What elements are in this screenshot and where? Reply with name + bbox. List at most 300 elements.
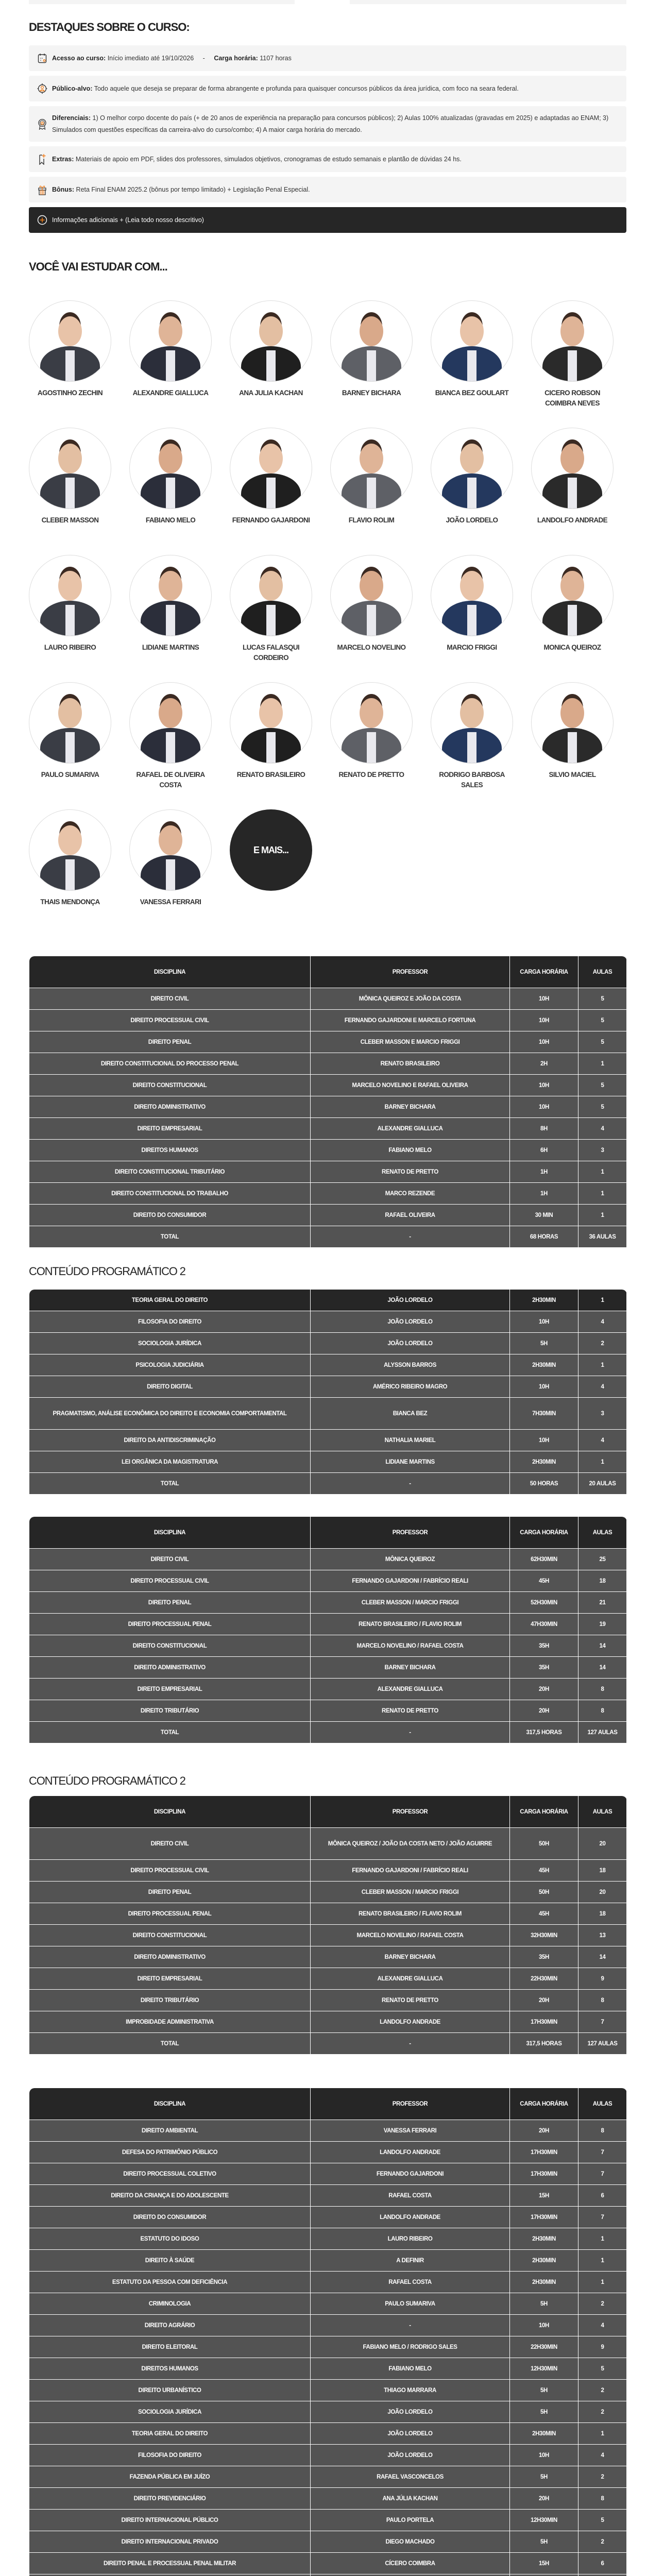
- avatar-head: [360, 316, 383, 346]
- teacher-photo: [431, 682, 513, 764]
- avatar-head: [58, 316, 82, 346]
- teacher-card[interactable]: [431, 428, 513, 526]
- teacher-photo: [431, 555, 513, 636]
- table-cell: DIREITO CIVIL: [29, 1549, 311, 1570]
- teacher-photo: [29, 682, 111, 764]
- teacher-card[interactable]: [230, 300, 312, 398]
- table-cell: 9: [578, 1968, 627, 1990]
- table-row: [29, 1614, 627, 1635]
- teacher-card[interactable]: [531, 300, 614, 409]
- previous-card-right: [350, 0, 626, 4]
- teacher-card[interactable]: [531, 428, 614, 526]
- table-cell: DIREITO TRIBUTÁRIO: [29, 1990, 311, 2011]
- table-row: [29, 1903, 627, 1925]
- audience-text: [52, 83, 519, 95]
- table-cell: 8: [578, 1700, 627, 1722]
- differentials-value: 1) O melhor corpo docente do país (+ de 20 anos de experiência na preparação para concursos públicos); 2) Aulas 100% atualizadas (gravadas em 2025) e adaptadas ao ENAM; 3) Simulados com questões específicas da carreira-alvo do curso/combo; 4) A maior carga horária do mercado.: [52, 114, 609, 133]
- table-row: [29, 2574, 627, 2576]
- table-row: [29, 2120, 627, 2142]
- avatar-head: [360, 444, 383, 473]
- table-row: [29, 1140, 627, 1161]
- teacher-photo: [330, 428, 413, 509]
- table-cell: 20H: [510, 1700, 578, 1722]
- table-header-row: [29, 1290, 627, 1311]
- table-cell: ALEXANDRE GIALLUCA: [311, 1679, 510, 1700]
- table-total-row: [29, 1473, 627, 1495]
- more-teachers-button[interactable]: [230, 809, 312, 891]
- table-cell: 5: [578, 2510, 627, 2531]
- teacher-card[interactable]: [230, 428, 312, 526]
- table-row: [29, 1570, 627, 1592]
- teacher-card[interactable]: [129, 428, 212, 526]
- award-icon: [37, 118, 47, 130]
- table-row: [29, 1451, 627, 1473]
- table-row: [29, 1010, 627, 1031]
- table-cell: FABIANO MELO: [311, 2358, 510, 2380]
- table-cell: TOTAL: [29, 1226, 311, 1248]
- table-cell: PAULO SUMARIVA: [311, 2293, 510, 2315]
- teacher-photo: [431, 300, 513, 382]
- table-cell: TOTAL: [29, 2033, 311, 2055]
- teacher-name: CICERO ROBSON COIMBRA NEVES: [544, 389, 600, 407]
- table-row: [29, 2531, 627, 2553]
- teacher-card[interactable]: [29, 300, 111, 398]
- teacher-card[interactable]: [29, 555, 111, 653]
- table-cell: 317,5 HORAS: [510, 2033, 578, 2055]
- teacher-photo: [230, 555, 312, 636]
- table-cell: 15H: [510, 2553, 578, 2574]
- avatar-shirt: [568, 478, 577, 509]
- table-cell: RAFAEL COSTA: [311, 2272, 510, 2293]
- table-cell: 3: [578, 1398, 627, 1430]
- highlight-extras: [29, 146, 626, 172]
- table-cell: SOCIOLOGIA JURÍDICA: [29, 2401, 311, 2423]
- teacher-name: FLAVIO ROLIM: [348, 516, 395, 524]
- table-cell: 10H: [510, 1311, 578, 1333]
- hours-value: 1107 horas: [260, 54, 292, 62]
- table-cell: SOCIOLOGIA JURÍDICA: [29, 1333, 311, 1354]
- calendar-icon: [37, 52, 47, 64]
- access-separator: -: [202, 54, 205, 62]
- teacher-name: RODRIGO BARBOSA SALES: [439, 771, 505, 789]
- teacher-name: BIANCA BEZ GOULART: [435, 389, 509, 397]
- table-row: [29, 1075, 627, 1096]
- teacher-card[interactable]: [129, 300, 212, 398]
- table-cell: 127 AULAS: [578, 2033, 627, 2055]
- avatar-head: [259, 316, 283, 346]
- table-row: [29, 2185, 627, 2207]
- column-header: CARGA HORÁRIA: [510, 2088, 578, 2120]
- table-cell: 20: [578, 1882, 627, 1903]
- table-total-row: [29, 1722, 627, 1743]
- teacher-photo: [129, 809, 212, 891]
- teacher-card[interactable]: [330, 555, 413, 653]
- avatar-shirt: [65, 605, 75, 636]
- table-cell: RAFAEL COSTA: [311, 2185, 510, 2207]
- teacher-card[interactable]: [531, 682, 614, 780]
- teacher-name: FERNANDO GAJARDONI: [232, 516, 310, 524]
- table-cell: 7: [578, 2163, 627, 2185]
- avatar-shirt: [166, 605, 175, 636]
- table-cell: RENATO BRASILEIRO / FLAVIO ROLIM: [311, 1614, 510, 1635]
- avatar-head: [259, 444, 283, 473]
- teacher-photo: [29, 300, 111, 382]
- table-cell: 1: [578, 1161, 627, 1183]
- table-cell: DIREITO DIGITAL: [29, 1376, 311, 1398]
- teacher-photo: [129, 682, 212, 764]
- table-cell: 2: [578, 2466, 627, 2488]
- teacher-card[interactable]: [129, 555, 212, 653]
- teacher-name: VANESSA FERRARI: [140, 898, 201, 906]
- teacher-photo: [129, 300, 212, 382]
- bonus-value: Reta Final ENAM 2025.2 (bônus por tempo limitado) + Legislação Penal Especial.: [76, 185, 310, 193]
- audience-value: Todo aquele que deseja se preparar de forma abrangente e profunda para quaisquer concursos públicos da área jurídica, com foco na seara federal.: [94, 84, 519, 92]
- table-row: [29, 2553, 627, 2574]
- differentials-text: [52, 112, 618, 136]
- table-cell: LEI ORGÂNICA DA MAGISTRATURA: [29, 1451, 311, 1473]
- table-cell: 1H: [510, 1161, 578, 1183]
- table-cell: 2: [578, 2401, 627, 2423]
- teacher-photo: [129, 555, 212, 636]
- table-cell: DIREITO DO CONSUMIDOR: [29, 2207, 311, 2228]
- table-cell: 1: [578, 1354, 627, 1376]
- column-header: PROFESSOR: [311, 1517, 510, 1549]
- teacher-card[interactable]: [129, 809, 212, 907]
- differentials-label: Diferenciais:: [52, 114, 91, 122]
- table-cell: 5H: [510, 2466, 578, 2488]
- teacher-card[interactable]: [431, 555, 513, 653]
- table-cell: JOÃO LORDELO: [311, 1311, 510, 1333]
- table-cell: ESTATUTO DA PESSOA COM DEFICIÊNCIA: [29, 2272, 311, 2293]
- table-cell: PRAGMATISMO, ANÁLISE ECONÔMICA DO DIREITO E ECONOMIA COMPORTAMENTAL: [29, 1398, 311, 1430]
- teachers-grid: [29, 300, 626, 934]
- column-header: DISCIPLINA: [29, 1796, 311, 1828]
- table-cell: 1: [578, 1205, 627, 1226]
- teacher-name: JOÃO LORDELO: [446, 516, 498, 524]
- table-cell: DIREITO PROCESSUAL PENAL: [29, 1903, 311, 1925]
- teacher-photo: [29, 555, 111, 636]
- table-cell: 20 AULAS: [578, 1473, 627, 1495]
- table-cell: 4: [578, 1118, 627, 1140]
- course-table-1: [29, 956, 627, 1248]
- table-header-row: [29, 1517, 627, 1549]
- teacher-name: PAULO SUMARIVA: [41, 771, 99, 778]
- table-cell: 2H30MIN: [510, 2272, 578, 2293]
- table-cell: 8: [578, 2488, 627, 2510]
- table-cell: FAZENDA PÚBLICA EM JUÍZO: [29, 2466, 311, 2488]
- table-cell: 8: [578, 2120, 627, 2142]
- table-row: [29, 1118, 627, 1140]
- column-header: DISCIPLINA: [29, 1517, 311, 1549]
- avatar-head: [560, 316, 584, 346]
- table-cell: MÔNICA QUEIROZ E JOÃO DA COSTA: [311, 988, 510, 1010]
- teacher-card[interactable]: [29, 809, 111, 907]
- avatar-head: [560, 444, 584, 473]
- table-cell: 5: [578, 1010, 627, 1031]
- table-cell: 19: [578, 1614, 627, 1635]
- table-cell: DIREITO INTERNACIONAL PRIVADO: [29, 2531, 311, 2553]
- table-cell: 127 AULAS: [578, 1722, 627, 1743]
- table-cell: DIREITO ADMINISTRATIVO: [29, 1946, 311, 1968]
- table-cell: 20H: [510, 2120, 578, 2142]
- avatar-shirt: [166, 350, 175, 381]
- table-cell: 1: [578, 1451, 627, 1473]
- more-teachers-label: E MAIS...: [253, 844, 288, 855]
- table-cell: DIEGO MACHADO: [311, 2531, 510, 2553]
- table-cell: ESTATUTO DO IDOSO: [29, 2228, 311, 2250]
- table-cell: DIREITO INTERNACIONAL PÚBLICO: [29, 2510, 311, 2531]
- table-cell: 1: [578, 2423, 627, 2445]
- table-row: [29, 1635, 627, 1657]
- teacher-card[interactable]: [230, 682, 312, 780]
- table-cell: DIREITO ADMINISTRATIVO: [29, 1096, 311, 1118]
- table-cell: TOTAL: [29, 1722, 311, 1743]
- avatar-head: [159, 444, 182, 473]
- avatar-shirt: [166, 478, 175, 509]
- table-cell: MARCO REZENDE: [311, 1183, 510, 1205]
- teacher-photo: [29, 428, 111, 509]
- avatar-shirt: [166, 732, 175, 763]
- table-cell: 1: [578, 2250, 627, 2272]
- course-table-3: [29, 1516, 627, 1743]
- table-cell: DIREITO À SAÚDE: [29, 2250, 311, 2272]
- table-cell: [578, 2574, 627, 2576]
- table-row: [29, 2466, 627, 2488]
- column-header: CARGA HORÁRIA: [510, 956, 578, 988]
- table-cell: DIREITO URBANÍSTICO: [29, 2380, 311, 2401]
- table-cell: DIREITO AMBIENTAL: [29, 2120, 311, 2142]
- table-cell: DIREITO EMPRESARIAL: [29, 1968, 311, 1990]
- course-table-2: [29, 1289, 627, 1495]
- teacher-name: ANA JULIA KACHAN: [239, 389, 303, 397]
- avatar-head: [159, 825, 182, 855]
- bonus-text: [52, 184, 310, 196]
- table-cell: 7: [578, 2011, 627, 2033]
- table-cell: MÔNICA QUEIROZ / JOÃO DA COSTA NETO / JOÃO AGUIRRE: [311, 1828, 510, 1860]
- column-header: AULAS: [578, 2088, 627, 2120]
- table-cell: 2H30MIN: [510, 2228, 578, 2250]
- table-row: [29, 1430, 627, 1451]
- table-cell: DIREITO AGRÁRIO: [29, 2315, 311, 2336]
- table-cell: 32H30MIN: [510, 1925, 578, 1946]
- extras-text: [52, 154, 462, 165]
- avatar-head: [58, 698, 82, 728]
- table-cell: AMÉRICO RIBEIRO MAGRO: [311, 1376, 510, 1398]
- table-cell: CRIMINOLOGIA: [29, 2293, 311, 2315]
- table-cell: 10H: [510, 1031, 578, 1053]
- table-cell: DIREITO PENAL: [29, 1592, 311, 1614]
- table-cell: 14: [578, 1657, 627, 1679]
- table-row: [29, 2163, 627, 2185]
- table-row: [29, 1031, 627, 1053]
- teacher-card[interactable]: [330, 428, 413, 526]
- table-cell: 15H: [510, 2185, 578, 2207]
- teacher-card[interactable]: [431, 682, 513, 790]
- table-cell: 20H: [510, 2488, 578, 2510]
- teacher-name: FABIANO MELO: [145, 516, 196, 524]
- table-cell: 35H: [510, 1946, 578, 1968]
- table-row: [29, 1592, 627, 1614]
- table-cell: DIREITO ADMINISTRATIVO: [29, 1657, 311, 1679]
- teacher-photo: [230, 682, 312, 764]
- table-cell: 4: [578, 1430, 627, 1451]
- column-header: DISCIPLINA: [29, 956, 311, 988]
- table-cell: 10H: [510, 2445, 578, 2466]
- table-cell: DIREITO PROCESSUAL CIVIL: [29, 1570, 311, 1592]
- table-cell: 5H: [510, 1333, 578, 1354]
- teacher-name: LIDIANE MARTINS: [142, 643, 199, 651]
- table-row: [29, 1657, 627, 1679]
- table-cell: DIREITO CONSTITUCIONAL TRIBUTÁRIO: [29, 1161, 311, 1183]
- hours-label: Carga horária:: [214, 54, 258, 62]
- avatar-head: [159, 316, 182, 346]
- avatar-head: [259, 571, 283, 601]
- table-cell: 1: [578, 1183, 627, 1205]
- bonus-label: Bônus:: [52, 185, 75, 193]
- teacher-card[interactable]: [330, 300, 413, 398]
- table-cell: JOÃO LORDELO: [311, 2423, 510, 2445]
- table-cell: IMPROBIDADE ADMINISTRATIVA: [29, 2011, 311, 2033]
- table-cell: JOÃO LORDELO: [311, 2401, 510, 2423]
- teacher-photo: [129, 428, 212, 509]
- teacher-name: AGOSTINHO ZECHIN: [37, 389, 103, 397]
- avatar-shirt: [568, 605, 577, 636]
- table-cell: 5: [578, 1075, 627, 1096]
- table-cell: NATHALIA MARIEL: [311, 1430, 510, 1451]
- table-cell: 50H: [510, 1882, 578, 1903]
- avatar-shirt: [65, 859, 75, 890]
- table-cell: 17H30MIN: [510, 2207, 578, 2228]
- table-cell: DIREITO PENAL E PROCESSUAL PENAL MILITAR: [29, 2553, 311, 2574]
- avatar-head: [460, 571, 484, 601]
- table-cell: MARCELO NOVELINO E RAFAEL OLIVEIRA: [311, 1075, 510, 1096]
- table-cell: A DEFINIR: [311, 2250, 510, 2272]
- plus-circle-icon: [37, 214, 47, 226]
- table-cell: 1: [578, 2228, 627, 2250]
- table-row: [29, 1354, 627, 1376]
- table-cell: 45H: [510, 1570, 578, 1592]
- table-cell: 6: [578, 2185, 627, 2207]
- table-cell: 30 MIN: [510, 1205, 578, 1226]
- avatar-head: [460, 698, 484, 728]
- table-row: [29, 2272, 627, 2293]
- table-cell: DIREITO CIVIL: [29, 988, 311, 1010]
- avatar-head: [460, 316, 484, 346]
- course-table-5: [29, 2088, 627, 2576]
- avatar-shirt: [568, 732, 577, 763]
- teacher-card[interactable]: [230, 555, 312, 663]
- table-cell: 4: [578, 1376, 627, 1398]
- table-row: [29, 2423, 627, 2445]
- avatar-head: [159, 698, 182, 728]
- table-cell: -: [311, 1226, 510, 1248]
- teachers-title: VOCÊ VAI ESTUDAR COM...: [29, 260, 167, 273]
- table-row: [29, 1161, 627, 1183]
- teacher-card[interactable]: [29, 682, 111, 780]
- table-cell: 1H: [510, 1183, 578, 1205]
- table-cell: -: [311, 1722, 510, 1743]
- more-info-label: Informações adicionais + (Leia todo nosso descritivo): [52, 216, 204, 224]
- table-cell: 8: [578, 1679, 627, 1700]
- table-row: [29, 2315, 627, 2336]
- table-row: [29, 1205, 627, 1226]
- avatar-head: [58, 825, 82, 855]
- table-cell: DIREITO PROCESSUAL COLETIVO: [29, 2163, 311, 2185]
- table-cell: MÔNICA QUEIROZ: [311, 1549, 510, 1570]
- teacher-photo: [330, 300, 413, 382]
- table-cell: 2H30MIN: [510, 2250, 578, 2272]
- teacher-card[interactable]: [129, 682, 212, 790]
- table-row: [29, 1925, 627, 1946]
- table-cell: 5H: [510, 2401, 578, 2423]
- course-table-4: [29, 1795, 627, 2055]
- avatar-shirt: [266, 605, 276, 636]
- table-cell: DIREITO CONSTITUCIONAL: [29, 1635, 311, 1657]
- extras-label: Extras:: [52, 155, 74, 163]
- table-row: [29, 1549, 627, 1570]
- table-cell: 50H: [510, 1828, 578, 1860]
- teacher-name: LANDOLFO ANDRADE: [537, 516, 608, 524]
- table-total-row: [29, 2033, 627, 2055]
- table-cell: DIREITO PENAL: [29, 1882, 311, 1903]
- table-cell: 317,5 HORAS: [510, 1722, 578, 1743]
- table-cell: -: [311, 2315, 510, 2336]
- table-cell: FERNANDO GAJARDONI: [311, 2163, 510, 2185]
- table-cell: FABIANO MELO / RODRIGO SALES: [311, 2336, 510, 2358]
- avatar-shirt: [266, 732, 276, 763]
- avatar-shirt: [467, 605, 476, 636]
- teacher-photo: [230, 300, 312, 382]
- table-cell: 62H30MIN: [510, 1549, 578, 1570]
- table-cell: 5: [578, 1096, 627, 1118]
- table-row: [29, 2011, 627, 2033]
- table-cell: FILOSOFIA DO DIREITO: [29, 2445, 311, 2466]
- table-total-row: [29, 1226, 627, 1248]
- table-cell: DIREITO DO CONSUMIDOR: [29, 1205, 311, 1226]
- column-header: CARGA HORÁRIA: [510, 1517, 578, 1549]
- table-cell: ALEXANDRE GIALLUCA: [311, 1968, 510, 1990]
- table-row: [29, 1053, 627, 1075]
- table-row: [29, 2336, 627, 2358]
- table-cell: TEORIA GERAL DO DIREITO: [29, 2423, 311, 2445]
- table-cell: 2: [578, 1333, 627, 1354]
- teacher-photo: [531, 555, 614, 636]
- table-cell: 6H: [510, 1140, 578, 1161]
- more-info-button[interactable]: [29, 207, 626, 233]
- table-cell: 17H30MIN: [510, 2011, 578, 2033]
- table-cell: THIAGO MARRARA: [311, 2380, 510, 2401]
- teacher-photo: [431, 428, 513, 509]
- teacher-name: CLEBER MASSON: [41, 516, 99, 524]
- table-cell: 25: [578, 1549, 627, 1570]
- table-row: [29, 1828, 627, 1860]
- table-row: [29, 2401, 627, 2423]
- teacher-card[interactable]: [531, 555, 614, 653]
- table-cell: TEORIA GERAL DO DIREITO: [29, 1290, 311, 1311]
- table-row: [29, 1398, 627, 1430]
- table-cell: 20H: [510, 1679, 578, 1700]
- teacher-card[interactable]: [330, 682, 413, 780]
- teacher-name: THAIS MENDONÇA: [40, 898, 100, 906]
- teacher-card[interactable]: [431, 300, 513, 398]
- table-cell: 7: [578, 2207, 627, 2228]
- table-cell: JOÃO LORDELO: [311, 1333, 510, 1354]
- table-cell: 68 HORAS: [510, 1226, 578, 1248]
- table-cell: MARCELO NOVELINO / RAFAEL COSTA: [311, 1635, 510, 1657]
- table-cell: ALYSSON BARROS: [311, 1354, 510, 1376]
- teacher-card[interactable]: [29, 428, 111, 526]
- table-cell: 10H: [510, 988, 578, 1010]
